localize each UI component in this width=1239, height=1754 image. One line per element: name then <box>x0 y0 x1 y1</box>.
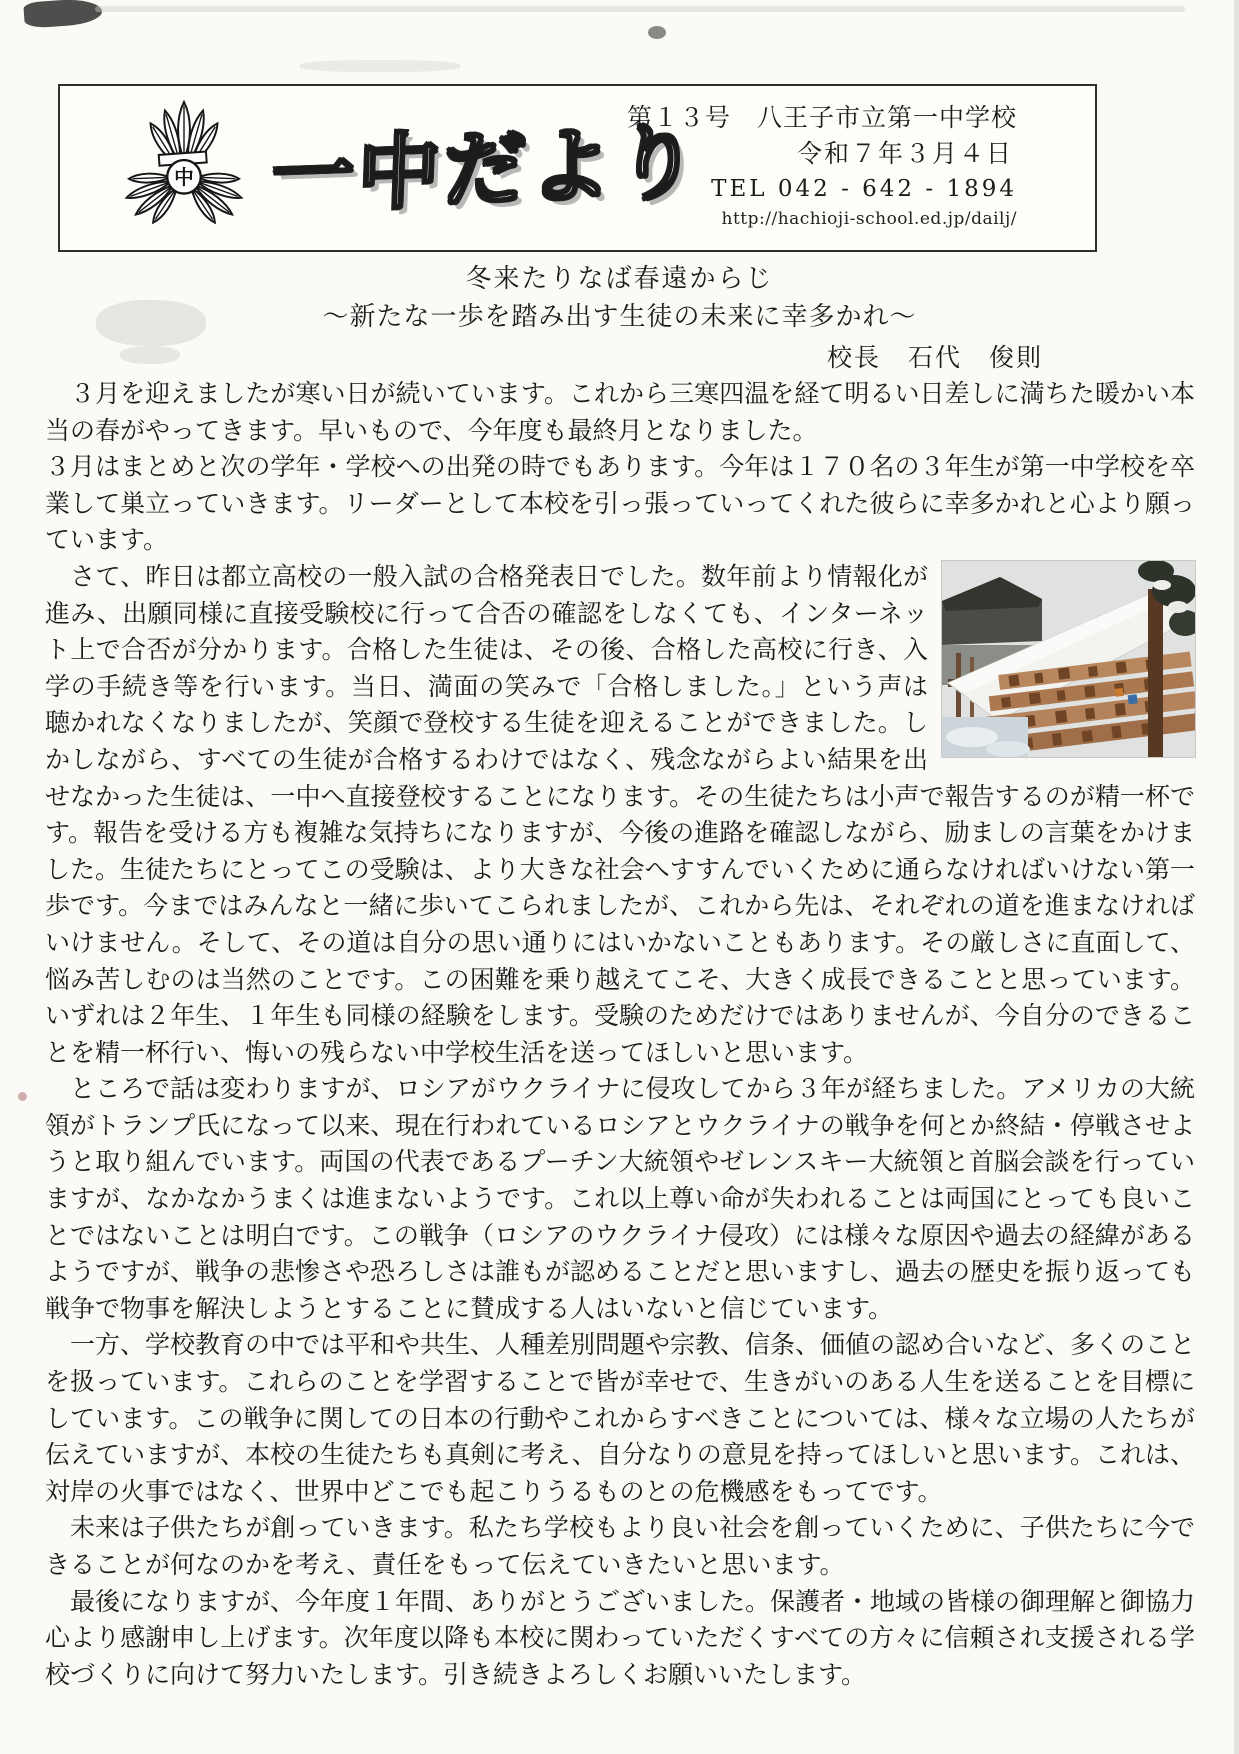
newsletter-title: 一中だより <box>270 114 704 226</box>
scan-artifact-dot <box>18 1092 27 1101</box>
issue-date: 令和７年３月４日 <box>796 139 1013 168</box>
body-paragraph <box>45 1584 1195 1694</box>
headline-line1: 冬来たりなば春遠からじ <box>465 264 774 294</box>
paragraph-text: 一方、学校教育の中では平和や共生、人種差別問題や宗教、信条、価値の認め合いなど、多くのことを扱っています。これらのことを学習することで皆が幸せで、生きがいのある人生を送ることを目標にしています。この戦争に関しての日本の行動やこれからすべきことについては、様々な立場の人たちが伝えていますが、本校の生徒たちも真剣に考え、自分なりの意見を持ってほしいと思います。これは、対岸の火事ではなく、世界中どこでも起こりうるものとの危機感をもってです。 <box>45 1330 1196 1506</box>
body-paragraph <box>45 1071 1195 1327</box>
scan-artifact-spot <box>648 26 666 39</box>
scan-artifact-streak <box>95 6 1185 12</box>
headline-line2: ～新たな一歩を踏み出す生徒の未来に幸多かれ～ <box>322 302 917 332</box>
school-crest-icon <box>115 98 253 236</box>
paragraph-text: ところで話は変わりますが、ロシアがウクライナに侵攻してから３年が経ちました。アメリカの大統領がトランプ氏になって以来、現在行われているロシアとウクライナの戦争を何とか終結・停戦させようと取り組んでいます。両国の代表であるプーチン大統領やゼレンスキー大統領と首脳会談を行っていますが、なかなかうまくは進まないようです。これ以上尊い命が失われることは両国にとっても良いことではないことは明白です。この戦争（ロシアのウクライナ侵攻）には様々な原因や過去の経緯があるようですが、戦争の悲惨さや恐ろしさは誰もが認めることだと思いますし、過去の歴史を振り返っても戦争で物事を解決しようとすることに賛成する人はいないと信じています。 <box>45 1074 1196 1323</box>
phone-number: TEL 042 - 642 - 1894 <box>711 176 1017 202</box>
scan-artifact-corner <box>23 0 103 29</box>
paragraph-text: ３月を迎えましたが寒い日が続いています。これから三寒四温を経て明るい日差しに満ちた暖かい本当の春がやってきます。早いもので、今年度も最終月となりました。 <box>45 379 1195 445</box>
paragraph-text: 未来は子供たちが創っていきます。私たち学校もより良い社会を創っていくために、子供たちに今できることが何なのかを考え、責任をもって伝えていきたいと思います。 <box>45 1513 1195 1579</box>
article-body <box>45 376 1195 1693</box>
snowy-schoolyard-photo <box>942 561 1195 757</box>
paragraph-text: 最後になりますが、今年度１年間、ありがとうございました。保護者・地域の皆様の御理解と御協力心より感謝申し上げます。次年度以降も本校に関わっていただくすべての方々に信頼され支援される学校づくりに向けて努力いたします。引き続きよろしくお願いいたします。 <box>45 1586 1196 1689</box>
body-paragraph <box>45 1327 1195 1510</box>
masthead-info <box>597 100 1017 232</box>
school-url: http://hachioji-school.ed.jp/dailj/ <box>721 209 1017 229</box>
body-paragraph <box>45 1510 1195 1583</box>
body-paragraph <box>45 376 1195 449</box>
paragraph-text: さて、昨日は都立高校の一般入試の合格発表日でした。数年前より情報化が進み、出願同様に直接受験校に行って合否の確認をしなくても、インターネット上で合否が分かります。合格した生徒は、その後、合格した高校に行き、入学の手続き等を行います。当日、満面の笑みで「合格しました。」という声は聴かれなくなりましたが、笑顔で登校する生徒を迎えることができました。しかしながら、すべての生徒が合格するわけではなく、残念ながらよい結果を出せなかった生徒は、一中へ直接登校することになります。その生徒たちは小声で報告するのが精一杯です。報告を受ける方も複雑な気持ちになりますが、今後の進路を確認しながら、励ましの言葉をかけました。生徒たちにとってこの受験は、より大きな社会へすすんでいくために通らなければいけない第一歩です。今まではみんなと一緒に歩いてこられましたが、これから先は、それぞれの道を進まなければいけません。そして、その道は自分の思い通りにはいかないこともあります。その厳しさに直面して、悩み苦しむのは当然のことです。この困難を乗り越えてこそ、大きく成長できることと思っています。いずれは２年生、１年生も同様の経験をします。受験のためだけではありませんが、今自分のできることを精一杯行い、悔いの残らない中学校生活を送ってほしいと思います。 <box>45 561 1195 1067</box>
principal-signature: 校長 石代 俊則 <box>826 343 1043 372</box>
body-paragraph <box>45 559 1195 1071</box>
issue-and-school: 第１３号 八王子市立第一中学校 <box>626 103 1017 132</box>
paragraph-text: ３月はまとめと次の学年・学校への出発の時でもあります。今年は１７０名の３年生が第一中学校を卒業して巣立っていきます。リーダーとして本校を引っ張っていってくれた彼らに幸多かれと心より願っています。 <box>45 452 1195 555</box>
scan-artifact-smudge <box>120 346 180 364</box>
scan-artifact-smudge <box>300 60 460 72</box>
headline <box>0 260 1239 336</box>
body-paragraph <box>45 449 1195 559</box>
masthead-box <box>58 84 1097 252</box>
crest-center-glyph: 中 <box>174 165 194 189</box>
